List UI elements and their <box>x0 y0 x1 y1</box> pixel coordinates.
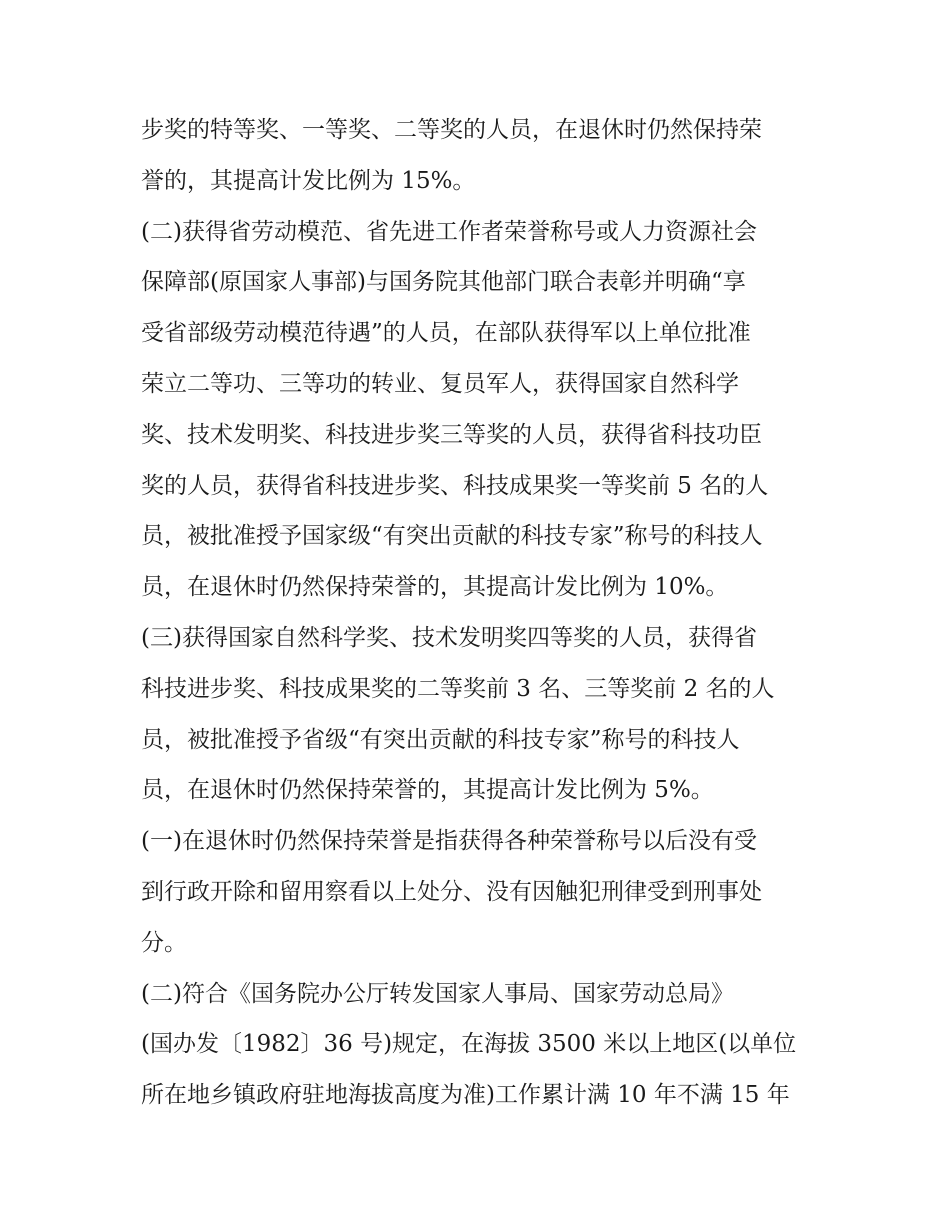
text-line: 到行政开除和留用察看以上处分、没有因触犯刑律受到刑事处 <box>141 878 762 905</box>
document-body <box>141 105 813 1121</box>
text-line: 保障部(原国家人事部)与国务院其他部门联合表彰并明确“享 <box>141 269 746 296</box>
text-line: (二)获得省劳动模范、省先进工作者荣誉称号或人力资源社会 <box>141 218 757 245</box>
text-line: 荣立二等功、三等功的转业、复员军人，获得国家自然科学 <box>141 370 739 397</box>
text-line: (三)获得国家自然科学奖、技术发明奖四等奖的人员，获得省 <box>141 624 757 651</box>
text-line: (国办发〔1982〕36 号)规定，在海拔 3500 米以上地区(以单位 <box>141 1031 797 1058</box>
text-line: (一)在退休时仍然保持荣誉是指获得各种荣誉称号以后没有受 <box>141 828 757 855</box>
text-line: 科技进步奖、科技成果奖的二等奖前 3 名、三等奖前 2 名的人 <box>141 675 775 702</box>
text-line: 受省部级劳动模范待遇”的人员，在部队获得军以上单位批准 <box>141 320 751 347</box>
text-line: (二)符合《国务院办公厅转发国家人事局、国家劳动总局》 <box>141 980 734 1007</box>
text-line: 所在地乡镇政府驻地海拔高度为准)工作累计满 10 年不满 15 年 <box>141 1082 790 1109</box>
text-line: 员，被批准授予国家级“有突出贡献的科技专家”称号的科技人 <box>141 523 763 550</box>
text-line: 员，被批准授予省级“有突出贡献的科技专家”称号的科技人 <box>141 726 740 753</box>
text-line: 誉的，其提高计发比例为 15%。 <box>141 167 476 194</box>
text-line: 步奖的特等奖、一等奖、二等奖的人员，在退休时仍然保持荣 <box>141 117 762 143</box>
text-line: 奖、技术发明奖、科技进步奖三等奖的人员，获得省科技功臣 <box>141 421 762 448</box>
text-line: 奖的人员，获得省科技进步奖、科技成果奖一等奖前 5 名的人 <box>141 472 769 499</box>
text-line: 员，在退休时仍然保持荣誉的，其提高计发比例为 5%。 <box>141 777 714 804</box>
text-line: 分。 <box>141 929 187 956</box>
text-line: 员，在退休时仍然保持荣誉的，其提高计发比例为 10%。 <box>141 574 729 601</box>
